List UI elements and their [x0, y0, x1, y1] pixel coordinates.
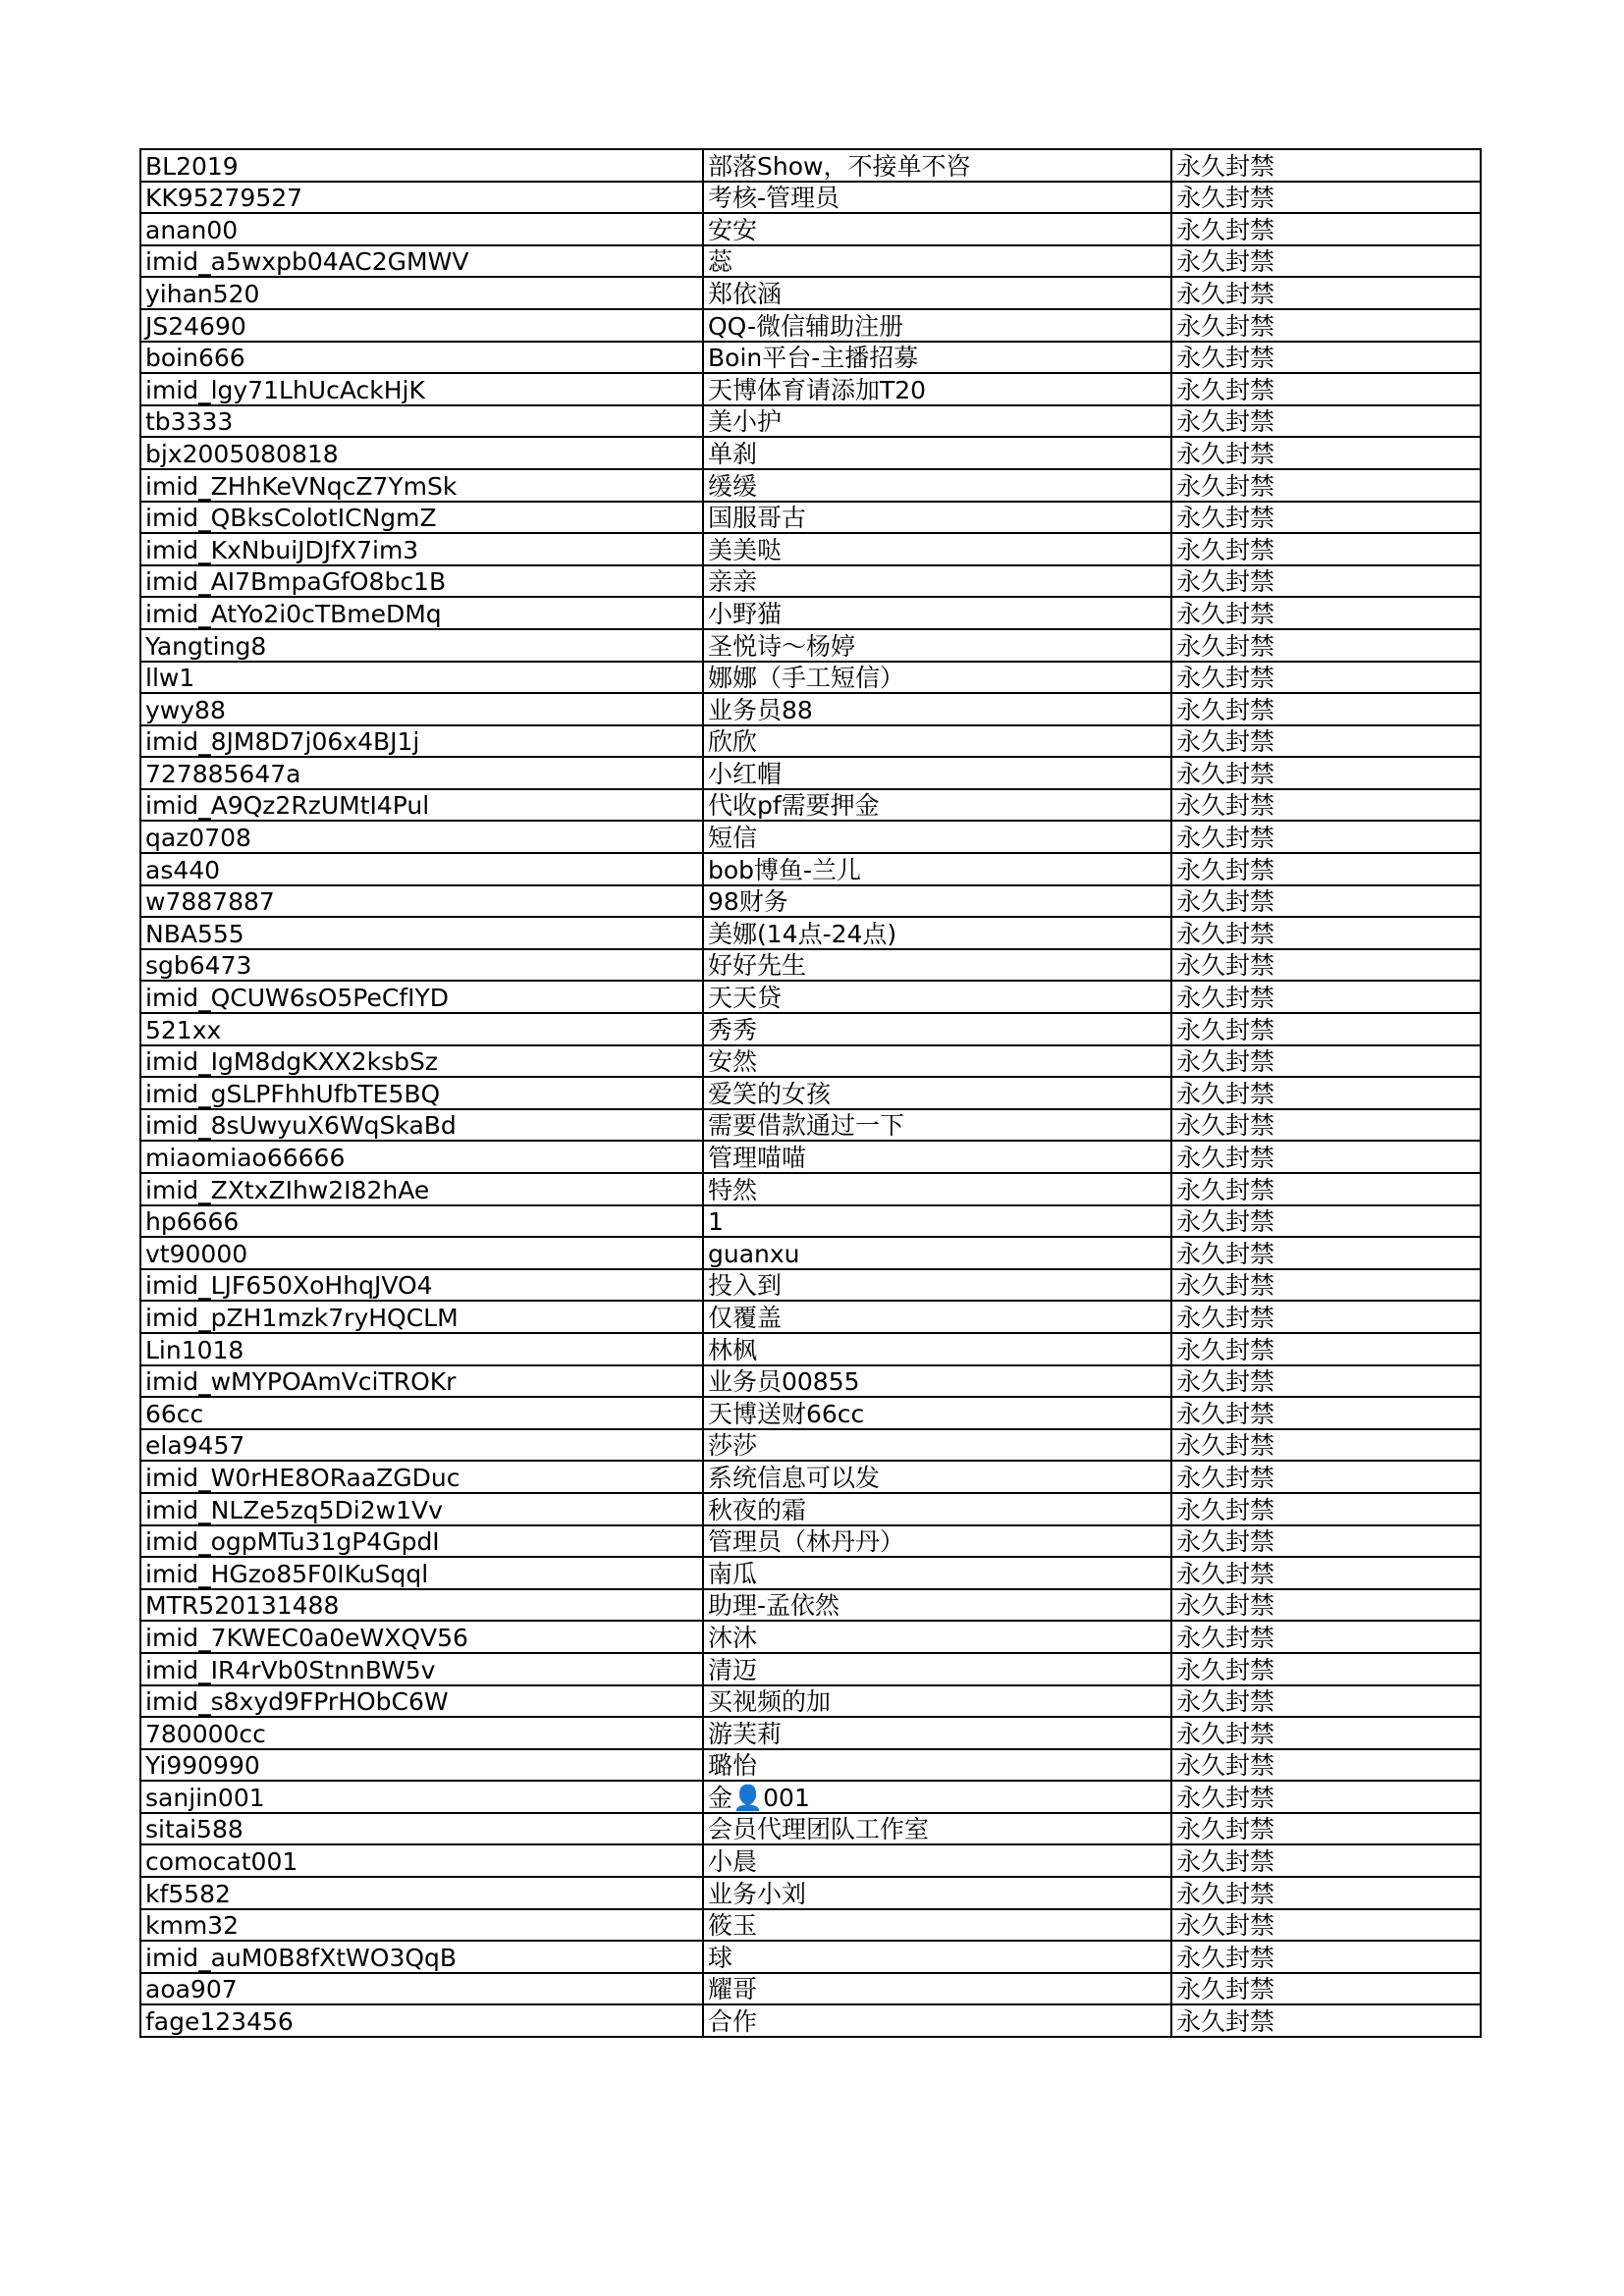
user-id-cell: kmm32: [140, 1909, 703, 1942]
user-id-cell: sgb6473: [140, 949, 703, 982]
table-row: [140, 405, 1481, 438]
display-name-cell: 南瓜: [703, 1557, 1171, 1589]
user-id-cell: imid_LJF650XoHhqJVO4: [140, 1269, 703, 1302]
ban-status-cell: 永久封禁: [1171, 342, 1481, 374]
user-id-cell: ela9457: [140, 1429, 703, 1462]
ban-status-cell: 永久封禁: [1171, 981, 1481, 1013]
display-name-cell: 林枫: [703, 1333, 1171, 1365]
table-row: [140, 502, 1481, 534]
user-id-cell: Yi990990: [140, 1749, 703, 1782]
table-row: [140, 885, 1481, 918]
display-name-cell: 安然: [703, 1045, 1171, 1078]
user-id-cell: yihan520: [140, 277, 703, 309]
ban-status-cell: 永久封禁: [1171, 1301, 1481, 1333]
table-row: [140, 725, 1481, 758]
ban-status-cell: 永久封禁: [1171, 725, 1481, 758]
table-row: [140, 565, 1481, 598]
ban-status-cell: 永久封禁: [1171, 1749, 1481, 1782]
display-name-cell: 美小护: [703, 405, 1171, 438]
table-row: [140, 1269, 1481, 1302]
display-name-cell: 1: [703, 1205, 1171, 1238]
ban-status-cell: 永久封禁: [1171, 309, 1481, 342]
display-name-cell: 秀秀: [703, 1013, 1171, 1045]
user-id-cell: imid_auM0B8fXtWO3QqB: [140, 1941, 703, 1973]
ban-status-cell: 永久封禁: [1171, 853, 1481, 885]
table-row: [140, 821, 1481, 853]
user-id-cell: as440: [140, 853, 703, 885]
ban-status-cell: 永久封禁: [1171, 533, 1481, 565]
display-name-cell: 特然: [703, 1173, 1171, 1205]
display-name-cell: 助理-孟依然: [703, 1589, 1171, 1622]
display-name-cell: 璐怡: [703, 1749, 1171, 1782]
user-id-cell: imid_IgM8dgKXX2ksbSz: [140, 1045, 703, 1078]
user-id-cell: 66cc: [140, 1397, 703, 1429]
ban-status-cell: 永久封禁: [1171, 1397, 1481, 1429]
user-id-cell: imid_KxNbuiJDJfX7im3: [140, 533, 703, 565]
display-name-cell: 安安: [703, 213, 1171, 245]
display-name-cell: Boin平台-主播招募: [703, 342, 1171, 374]
ban-status-cell: 永久封禁: [1171, 1877, 1481, 1909]
display-name-cell: 好好先生: [703, 949, 1171, 982]
table-row: [140, 1429, 1481, 1462]
display-name-cell: 爱笑的女孩: [703, 1077, 1171, 1109]
user-id-cell: imid_IR4rVb0StnnBW5v: [140, 1653, 703, 1685]
user-id-cell: imid_ZXtxZIhw2I82hAe: [140, 1173, 703, 1205]
table-row: [140, 949, 1481, 982]
display-name-cell: 投入到: [703, 1269, 1171, 1302]
ban-status-cell: 永久封禁: [1171, 1333, 1481, 1365]
display-name-cell: 莎莎: [703, 1429, 1171, 1462]
user-id-cell: qaz0708: [140, 821, 703, 853]
user-id-cell: 780000cc: [140, 1717, 703, 1749]
user-id-cell: anan00: [140, 213, 703, 245]
table-row: [140, 213, 1481, 245]
table-row: [140, 757, 1481, 789]
user-id-cell: imid_wMYPOAmVciTROKr: [140, 1365, 703, 1398]
display-name-cell: 小晨: [703, 1844, 1171, 1877]
display-name-cell: 金👤001: [703, 1781, 1171, 1813]
table-row: [140, 1013, 1481, 1045]
table-row: [140, 1973, 1481, 2005]
ban-status-cell: 永久封禁: [1171, 469, 1481, 502]
user-id-cell: imid_QBksColotICNgmZ: [140, 502, 703, 534]
display-name-cell: 球: [703, 1941, 1171, 1973]
table-row: [140, 1173, 1481, 1205]
display-name-cell: 管理喵喵: [703, 1141, 1171, 1173]
user-id-cell: imid_A9Qz2RzUMtI4Pul: [140, 789, 703, 822]
ban-status-cell: 永久封禁: [1171, 1621, 1481, 1653]
user-id-cell: imid_W0rHE8ORaaZGDuc: [140, 1461, 703, 1493]
display-name-cell: QQ-微信辅助注册: [703, 309, 1171, 342]
user-id-cell: 521xx: [140, 1013, 703, 1045]
table-row: [140, 917, 1481, 949]
user-id-cell: w7887887: [140, 885, 703, 918]
display-name-cell: 买视频的加: [703, 1685, 1171, 1718]
user-id-cell: imid_7KWEC0a0eWXQV56: [140, 1621, 703, 1653]
table-row: [140, 2004, 1481, 2037]
ban-status-cell: 永久封禁: [1171, 1141, 1481, 1173]
display-name-cell: bob博鱼-兰儿: [703, 853, 1171, 885]
table-row: [140, 182, 1481, 214]
display-name-cell: 业务员00855: [703, 1365, 1171, 1398]
ban-status-cell: 永久封禁: [1171, 2004, 1481, 2037]
ban-status-cell: 永久封禁: [1171, 1525, 1481, 1558]
table-row: [140, 1844, 1481, 1877]
table-row: [140, 1589, 1481, 1622]
user-id-cell: imid_AI7BmpaGfO8bc1B: [140, 565, 703, 598]
ban-status-cell: 永久封禁: [1171, 757, 1481, 789]
user-id-cell: MTR520131488: [140, 1589, 703, 1622]
table-row: [140, 1141, 1481, 1173]
ban-status-cell: 永久封禁: [1171, 1365, 1481, 1398]
ban-status-cell: 永久封禁: [1171, 1909, 1481, 1942]
display-name-cell: 欣欣: [703, 725, 1171, 758]
table-row: [140, 1365, 1481, 1398]
table-row: [140, 693, 1481, 725]
ban-status-cell: 永久封禁: [1171, 1717, 1481, 1749]
display-name-cell: 管理员（林丹丹）: [703, 1525, 1171, 1558]
table-row: [140, 597, 1481, 629]
user-id-cell: imid_HGzo85F0IKuSqql: [140, 1557, 703, 1589]
table-row: [140, 1205, 1481, 1238]
ban-status-cell: 永久封禁: [1171, 1685, 1481, 1718]
user-id-cell: imid_QCUW6sO5PeCfIYD: [140, 981, 703, 1013]
display-name-cell: guanxu: [703, 1237, 1171, 1269]
user-id-cell: sitai588: [140, 1813, 703, 1845]
display-name-cell: 短信: [703, 821, 1171, 853]
display-name-cell: 需要借款通过一下: [703, 1109, 1171, 1142]
user-id-cell: imid_lgy71LhUcAckHjK: [140, 373, 703, 405]
display-name-cell: 美美哒: [703, 533, 1171, 565]
user-id-cell: bjx2005080818: [140, 437, 703, 469]
table-body: [140, 149, 1481, 2037]
display-name-cell: 会员代理团队工作室: [703, 1813, 1171, 1845]
display-name-cell: 小红帽: [703, 757, 1171, 789]
ban-status-cell: 永久封禁: [1171, 1461, 1481, 1493]
user-id-cell: NBA555: [140, 917, 703, 949]
ban-status-cell: 永久封禁: [1171, 1205, 1481, 1238]
table-row: [140, 1717, 1481, 1749]
ban-status-cell: 永久封禁: [1171, 629, 1481, 662]
ban-status-cell: 永久封禁: [1171, 149, 1481, 182]
display-name-cell: 秋夜的霜: [703, 1493, 1171, 1525]
ban-status-cell: 永久封禁: [1171, 949, 1481, 982]
table-row: [140, 437, 1481, 469]
table-row: [140, 1461, 1481, 1493]
display-name-cell: 天天贷: [703, 981, 1171, 1013]
user-id-cell: Yangting8: [140, 629, 703, 662]
user-id-cell: fage123456: [140, 2004, 703, 2037]
ban-status-cell: 永久封禁: [1171, 693, 1481, 725]
table-row: [140, 662, 1481, 694]
ban-status-cell: 永久封禁: [1171, 1237, 1481, 1269]
display-name-cell: 圣悦诗～杨婷: [703, 629, 1171, 662]
table-row: [140, 1909, 1481, 1942]
display-name-cell: 合作: [703, 2004, 1171, 2037]
user-id-cell: imid_a5wxpb04AC2GMWV: [140, 245, 703, 278]
display-name-cell: 业务小刘: [703, 1877, 1171, 1909]
table-row: [140, 1333, 1481, 1365]
table-row: [140, 1749, 1481, 1782]
table-row: [140, 1077, 1481, 1109]
ban-status-cell: 永久封禁: [1171, 565, 1481, 598]
ban-status-cell: 永久封禁: [1171, 662, 1481, 694]
display-name-cell: 缓缓: [703, 469, 1171, 502]
display-name-cell: 美娜(14点-24点): [703, 917, 1171, 949]
ban-status-cell: 永久封禁: [1171, 885, 1481, 918]
user-id-cell: tb3333: [140, 405, 703, 438]
user-id-cell: imid_NLZe5zq5Di2w1Vv: [140, 1493, 703, 1525]
ban-status-cell: 永久封禁: [1171, 821, 1481, 853]
table-row: [140, 981, 1481, 1013]
table-row: [140, 149, 1481, 182]
ban-status-cell: 永久封禁: [1171, 245, 1481, 278]
table-row: [140, 1781, 1481, 1813]
ban-status-cell: 永久封禁: [1171, 1109, 1481, 1142]
display-name-cell: 耀哥: [703, 1973, 1171, 2005]
table-row: [140, 1621, 1481, 1653]
display-name-cell: 沐沐: [703, 1621, 1171, 1653]
display-name-cell: 亲亲: [703, 565, 1171, 598]
table-row: [140, 277, 1481, 309]
user-id-cell: 727885647a: [140, 757, 703, 789]
display-name-cell: 业务员88: [703, 693, 1171, 725]
table-row: [140, 629, 1481, 662]
table-row: [140, 245, 1481, 278]
table-row: [140, 342, 1481, 374]
ban-status-cell: 永久封禁: [1171, 1781, 1481, 1813]
display-name-cell: 蕊: [703, 245, 1171, 278]
user-id-cell: imid_8sUwyuX6WqSkaBd: [140, 1109, 703, 1142]
user-id-cell: boin666: [140, 342, 703, 374]
ban-status-cell: 永久封禁: [1171, 1429, 1481, 1462]
ban-status-cell: 永久封禁: [1171, 1557, 1481, 1589]
table-row: [140, 1557, 1481, 1589]
ban-status-cell: 永久封禁: [1171, 277, 1481, 309]
user-id-cell: kf5582: [140, 1877, 703, 1909]
display-name-cell: 代收pf需要押金: [703, 789, 1171, 822]
display-name-cell: 天博送财66cc: [703, 1397, 1171, 1429]
table-row: [140, 1045, 1481, 1078]
ban-status-cell: 永久封禁: [1171, 1013, 1481, 1045]
ban-status-cell: 永久封禁: [1171, 1973, 1481, 2005]
table-row: [140, 1109, 1481, 1142]
user-id-cell: KK95279527: [140, 182, 703, 214]
display-name-cell: 游芙莉: [703, 1717, 1171, 1749]
ban-status-cell: 永久封禁: [1171, 1493, 1481, 1525]
ban-status-cell: 永久封禁: [1171, 1813, 1481, 1845]
user-id-cell: hp6666: [140, 1205, 703, 1238]
display-name-cell: 娜娜（手工短信）: [703, 662, 1171, 694]
user-id-cell: JS24690: [140, 309, 703, 342]
display-name-cell: 郑依涵: [703, 277, 1171, 309]
ban-status-cell: 永久封禁: [1171, 1844, 1481, 1877]
user-id-cell: imid_ZHhKeVNqcZ7YmSk: [140, 469, 703, 502]
user-id-cell: imid_gSLPFhhUfbTE5BQ: [140, 1077, 703, 1109]
table-row: [140, 309, 1481, 342]
table-row: [140, 1525, 1481, 1558]
user-id-cell: llw1: [140, 662, 703, 694]
user-id-cell: imid_pZH1mzk7ryHQCLM: [140, 1301, 703, 1333]
ban-list-table: [139, 148, 1482, 2038]
table-row: [140, 1653, 1481, 1685]
table-row: [140, 1941, 1481, 1973]
display-name-cell: 系统信息可以发: [703, 1461, 1171, 1493]
table-row: [140, 1877, 1481, 1909]
ban-status-cell: 永久封禁: [1171, 1045, 1481, 1078]
user-id-cell: ywy88: [140, 693, 703, 725]
user-id-cell: imid_AtYo2i0cTBmeDMq: [140, 597, 703, 629]
table-row: [140, 469, 1481, 502]
table-row: [140, 789, 1481, 822]
ban-status-cell: 永久封禁: [1171, 373, 1481, 405]
table-row: [140, 1301, 1481, 1333]
ban-status-cell: 永久封禁: [1171, 597, 1481, 629]
table-row: [140, 1397, 1481, 1429]
table-row: [140, 1237, 1481, 1269]
table-row: [140, 533, 1481, 565]
display-name-cell: 筱玉: [703, 1909, 1171, 1942]
display-name-cell: 单刹: [703, 437, 1171, 469]
display-name-cell: 98财务: [703, 885, 1171, 918]
display-name-cell: 小野猫: [703, 597, 1171, 629]
user-id-cell: comocat001: [140, 1844, 703, 1877]
table-row: [140, 1685, 1481, 1718]
table-row: [140, 1813, 1481, 1845]
ban-status-cell: 永久封禁: [1171, 405, 1481, 438]
user-id-cell: miaomiao66666: [140, 1141, 703, 1173]
display-name-cell: 天博体育请添加T20: [703, 373, 1171, 405]
display-name-cell: 部落Show，不接单不咨: [703, 149, 1171, 182]
user-id-cell: Lin1018: [140, 1333, 703, 1365]
display-name-cell: 仅覆盖: [703, 1301, 1171, 1333]
display-name-cell: 国服哥古: [703, 502, 1171, 534]
user-id-cell: imid_ogpMTu31gP4GpdI: [140, 1525, 703, 1558]
user-id-cell: sanjin001: [140, 1781, 703, 1813]
user-id-cell: imid_8JM8D7j06x4BJ1j: [140, 725, 703, 758]
ban-status-cell: 永久封禁: [1171, 1589, 1481, 1622]
display-name-cell: 考核-管理员: [703, 182, 1171, 214]
user-id-cell: vt90000: [140, 1237, 703, 1269]
ban-status-cell: 永久封禁: [1171, 1173, 1481, 1205]
user-id-cell: aoa907: [140, 1973, 703, 2005]
ban-status-cell: 永久封禁: [1171, 182, 1481, 214]
ban-status-cell: 永久封禁: [1171, 502, 1481, 534]
ban-status-cell: 永久封禁: [1171, 1269, 1481, 1302]
ban-status-cell: 永久封禁: [1171, 789, 1481, 822]
table-row: [140, 1493, 1481, 1525]
ban-status-cell: 永久封禁: [1171, 437, 1481, 469]
ban-status-cell: 永久封禁: [1171, 917, 1481, 949]
ban-status-cell: 永久封禁: [1171, 1653, 1481, 1685]
ban-status-cell: 永久封禁: [1171, 213, 1481, 245]
user-id-cell: BL2019: [140, 149, 703, 182]
ban-status-cell: 永久封禁: [1171, 1077, 1481, 1109]
table-row: [140, 373, 1481, 405]
table-row: [140, 853, 1481, 885]
user-id-cell: imid_s8xyd9FPrHObC6W: [140, 1685, 703, 1718]
ban-status-cell: 永久封禁: [1171, 1941, 1481, 1973]
display-name-cell: 清迈: [703, 1653, 1171, 1685]
